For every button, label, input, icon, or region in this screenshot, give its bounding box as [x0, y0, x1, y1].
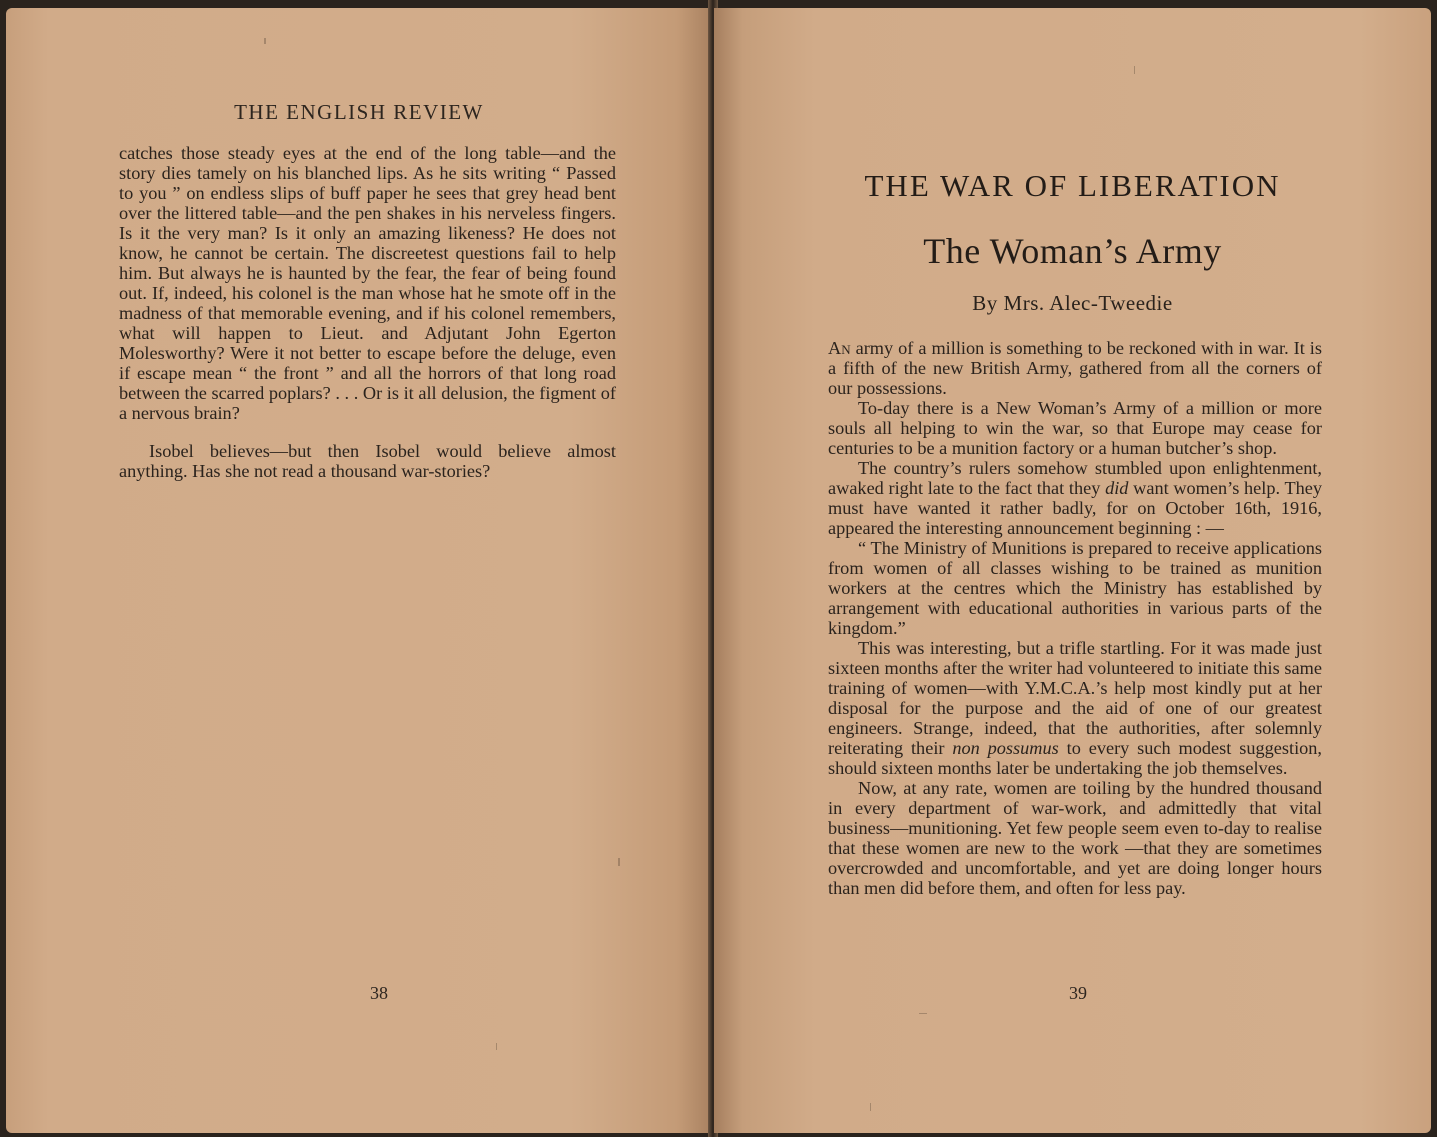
drop-word: An	[828, 338, 851, 358]
article-title: THE WAR OF LIBERATION	[864, 168, 1281, 203]
page-number-left: 38	[370, 983, 388, 1003]
emphasis: non possumus	[952, 738, 1059, 758]
left-page	[6, 8, 712, 1133]
byline: By Mrs. Alec-Tweedie	[972, 291, 1173, 315]
left-body-text	[119, 143, 616, 481]
article-subtitle: The Woman’s Army	[923, 231, 1222, 271]
paragraph-text: to every such modest suggestion, should sixteen months later be undertaking the job themselves.	[828, 738, 1323, 778]
paper-speck	[264, 38, 266, 44]
paragraph-text: want women’s help. They must have wanted it rather badly, for on October 16th, 1916, appeared the interesting announcement beginning : —	[828, 478, 1322, 538]
right-paragraph-5	[828, 638, 1322, 778]
left-paragraph-1: catches those steady eyes at the end of the long table—and the story dies tamely on his blanched lips. As he sits writing “ Passed to you ” on endless slips of buff paper he sees that grey head bent over the littered table—and the pen shakes in his nerveless fingers. Is it the very man? Is it only an amazing likeness? He does not know, he cannot be certain. The discreetest questions fail to help him. But always he is haunted by the fear, the fear of being found out. If, indeed, his colonel is the man whose hat he smote off in the madness of that memorable evening, and if his colonel remembers, what will happen to Lieut. and Adjutant John Egerton Molesworthy? Were it not better to escape before the deluge, even if escape mean “ the front ” and all the horrors of that long road between the scarred poplars? . . . Or is it all delusion, the figment of a nervous brain?	[119, 143, 616, 423]
right-paragraph-2: To-day there is a New Woman’s Army of a million or more souls all helping to win the war, so that Europe may cease for centuries to be a munition factory or a human butcher’s shop.	[828, 398, 1322, 458]
right-page	[714, 8, 1431, 1133]
left-paragraph-2: Isobel believes—but then Isobel would believe almost anything. Has she not read a thousand war-stories?	[119, 441, 616, 481]
paper-speck	[496, 1043, 497, 1050]
paragraph-text: army of a million is something to be reckoned with in war. It is a fifth of the new British Army, gathered from all the corners of our possessions.	[828, 338, 1322, 398]
right-paragraph-1	[828, 338, 1322, 398]
paragraph-text: This was interesting, but a trifle startling. For it was made just sixteen months after the writer had volunteered to initiate this same training of women—with Y.M.C.A.’s help most kindly put at her disposal for the purpose and the aid of one of our greatest engineers. Strange, indeed, that the authorities, after solemnly reiterating their	[828, 638, 1322, 758]
paragraph-text: The country’s rulers somehow stumbled upon enlightenment, awaked right late to the fact that they	[828, 458, 1322, 498]
right-paragraph-3	[828, 458, 1322, 538]
right-body-text	[828, 338, 1322, 898]
right-paragraph-6: Now, at any rate, women are toiling by the hundred thousand in every department of war-work, and admittedly that vital business—munitioning. Yet few people seem even to-day to realise that these women are new to the work —that they are sometimes overcrowded and uncomfortable, and yet are doing longer hours than men did before them, and often for less pay.	[828, 778, 1322, 898]
paper-speck	[1134, 66, 1135, 74]
paper-speck	[919, 1013, 927, 1014]
paper-speck	[618, 858, 620, 866]
running-head: THE ENGLISH REVIEW	[234, 100, 484, 124]
right-paragraph-4: “ The Ministry of Munitions is prepared to receive applications from women of all classes wishing to be trained as munition workers at the centres which the Ministry has established by arrangement with educational authorities in various parts of the kingdom.”	[828, 538, 1322, 638]
page-number-right: 39	[1069, 983, 1087, 1003]
emphasis: did	[1105, 478, 1129, 498]
paper-speck	[870, 1103, 871, 1111]
